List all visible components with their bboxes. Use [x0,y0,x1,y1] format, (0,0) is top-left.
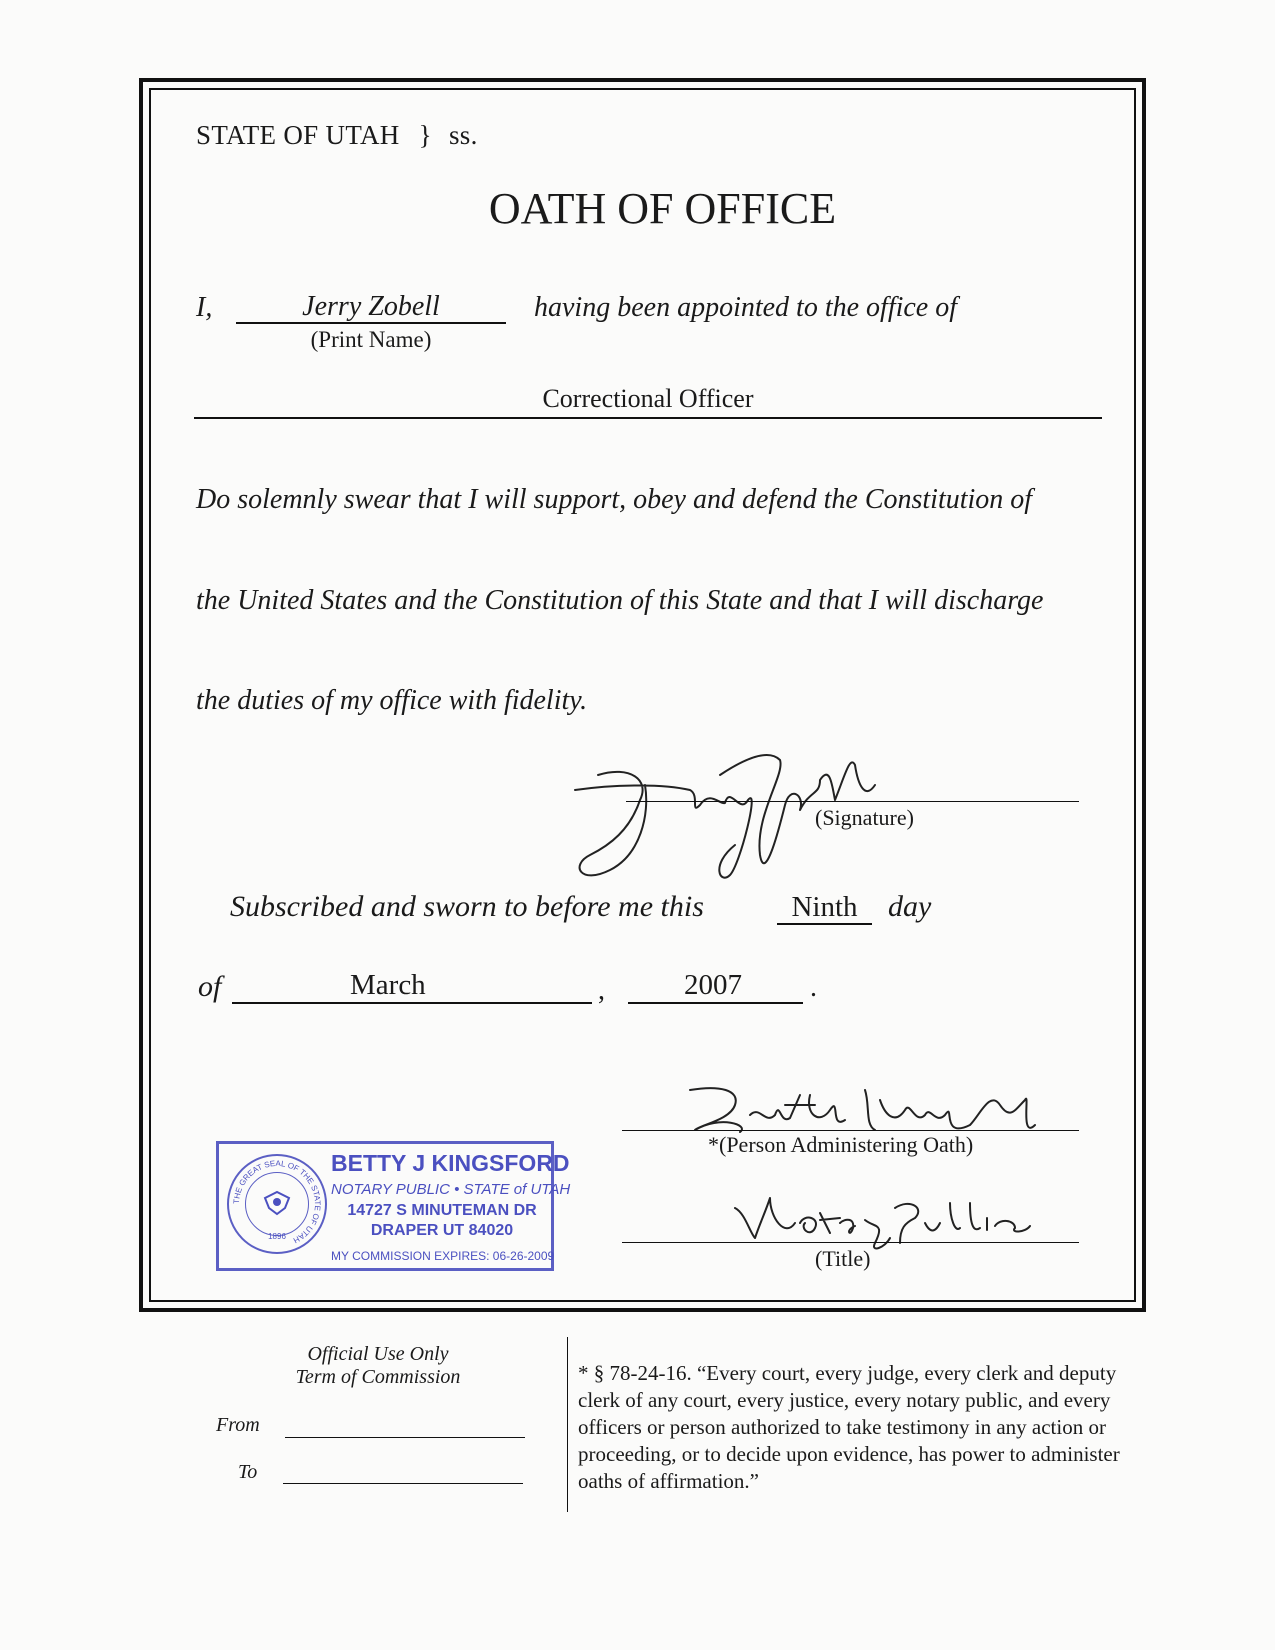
official-use-heading: Official Use Only [307,1343,449,1365]
signature-line [626,801,1079,802]
date-period: . [810,972,817,1003]
term-heading: Term of Commission [295,1366,461,1388]
document-title: OATH OF OFFICE [488,184,837,233]
title-line [622,1242,1079,1243]
oath-line-1: Do solemnly swear that I will support, obey and defend the Constitution of [196,484,1033,515]
of-word: of [198,970,222,1003]
stamp-line-1: NOTARY PUBLIC • STATE of UTAH [331,1181,571,1198]
sworn-prefix: Subscribed and sworn to before me this [230,890,704,923]
day-word: day [888,890,932,923]
brace: } [418,120,432,150]
state-label: STATE OF UTAH [196,120,400,150]
day-field: Ninth [777,891,872,925]
from-line [285,1437,525,1438]
print-name-caption: (Print Name) [310,327,432,352]
oath-line-2: the United States and the Constitution of this State and that I will discharge [196,585,1044,616]
to-line [283,1483,523,1484]
stamp-line-2: 14727 S MINUTEMAN DR [347,1202,537,1219]
print-name-field: Jerry Zobell [236,292,506,324]
oath-line-3: the duties of my office with fidelity. [196,685,588,716]
from-label: From [216,1414,260,1436]
appointment-prefix: I, [196,292,213,323]
signature-caption: (Signature) [815,805,914,830]
office-field: Correctional Officer [542,384,754,413]
ss-label: ss. [448,120,478,150]
stamp-name: BETTY J KINGSFORD [331,1150,570,1176]
statute-note: * § 78-24-16. “Every court, every judge, every clerk and deputy clerk of any court, every justice, every notary public, and every officers or person authorized to take testimony in any action or proceeding, or to decide upon evidence, has power to administer oaths of affirmation.” [578,1361,1120,1493]
month-field: March [232,968,592,1004]
year-field: 2007 [628,968,803,1004]
seal-year: 1896 [268,1232,286,1241]
title-caption: (Title) [815,1246,871,1271]
administrator-line [622,1130,1079,1131]
notary-title-handwritten [725,1188,1055,1258]
notary-stamp [216,1141,571,1271]
appointment-suffix: having been appointed to the office of [534,292,958,323]
administrator-caption: *(Person Administering Oath) [708,1132,974,1157]
date-comma: , [598,975,605,1006]
venue-line [196,120,478,151]
stamp-line-3: DRAPER UT 84020 [370,1222,514,1239]
column-divider [567,1337,568,1512]
state-seal-icon [227,1154,327,1254]
office-line [194,417,1102,419]
stamp-line-4: MY COMMISSION EXPIRES: 06-26-2009 [331,1249,555,1263]
eagle-emblem-icon [261,1188,293,1216]
to-label: To [238,1461,258,1483]
svg-text:THE GREAT SEAL OF THE STATE OF: THE GREAT SEAL OF THE STATE OF UTAH [231,1158,323,1245]
